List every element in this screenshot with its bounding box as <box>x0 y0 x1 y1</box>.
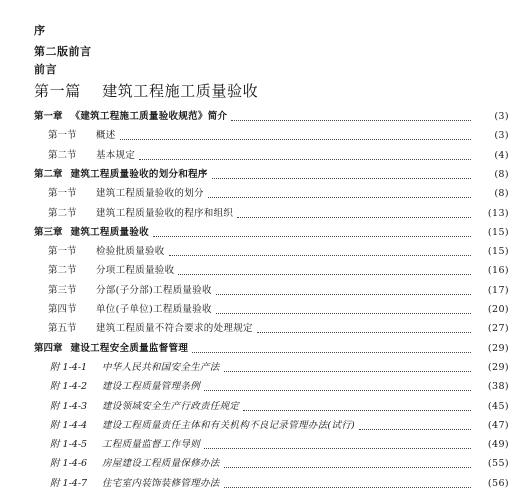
toc-entry-section <box>0 128 525 144</box>
toc-entry-number: 第一节 <box>48 188 77 200</box>
toc-entry-section <box>0 206 525 222</box>
toc-entry-number: 附 1-4-2 <box>50 381 88 393</box>
toc-entry-section <box>0 148 525 164</box>
toc-entry-number: 附 1-4-4 <box>50 419 88 431</box>
toc-entry-section <box>0 302 525 318</box>
toc-entry-label <box>0 322 253 336</box>
toc-entry-page-number: (8) <box>494 168 509 180</box>
toc-entry-label <box>0 438 200 452</box>
toc-entry-title: 基本规定 <box>96 149 136 161</box>
toc-entry-title: 分部(子分部)工程质量验收 <box>96 284 212 296</box>
toc-entry-number: 第二章 <box>34 168 63 180</box>
dot-leader <box>224 466 471 468</box>
toc-entry-number: 第一章 <box>34 111 63 122</box>
toc-entry-label <box>0 361 220 375</box>
toc-entry-number: 第五节 <box>48 323 77 335</box>
toc-entry-title: 建筑工程质量验收的划分 <box>96 188 204 200</box>
toc-entry-appendix <box>0 456 525 472</box>
toc-entry-label <box>0 264 174 278</box>
toc-entry-title: 建设工程安全质量监督管理 <box>70 342 189 354</box>
toc-entry-label <box>0 226 149 240</box>
toc-entry-page-number: (20) <box>487 304 509 315</box>
toc-entry-chapter <box>0 109 525 125</box>
part-title-text: 建筑工程施工质量验收 <box>102 82 259 100</box>
dot-leader <box>216 293 471 295</box>
toc-entry-page-number: (3) <box>494 130 509 142</box>
toc-entry-label <box>0 284 212 298</box>
toc-entry-page-number: (17) <box>487 284 509 296</box>
toc-entry-label <box>0 400 239 414</box>
part-heading <box>34 80 258 102</box>
dot-leader <box>216 312 471 314</box>
toc-entry-section <box>0 186 525 202</box>
toc-entry-title: 《建筑工程施工质量验收规范》简介 <box>70 111 228 122</box>
dot-leader <box>208 196 471 198</box>
toc-entry-title: 建筑工程质量验收的划分和程序 <box>70 168 208 180</box>
toc-entry-number: 附 1-4-7 <box>50 477 88 489</box>
toc-entry-label <box>0 419 355 433</box>
toc-entry-page-number: (29) <box>487 361 509 373</box>
dot-leader <box>169 254 471 256</box>
dot-leader <box>243 409 471 411</box>
dot-leader <box>153 235 471 237</box>
toc-entry-title: 概述 <box>96 130 116 142</box>
dot-leader <box>257 331 471 333</box>
front-matter-preface: 序 <box>34 24 46 37</box>
toc-entry-title: 建设领域安全生产行政责任规定 <box>102 400 240 412</box>
toc-entry-chapter <box>0 341 525 357</box>
toc-entry-label <box>0 342 188 356</box>
toc-entry-label <box>0 110 227 124</box>
part-number: 第一篇 <box>34 82 81 100</box>
toc-entry-page-number: (27) <box>487 323 509 335</box>
toc-entry-appendix <box>0 360 525 376</box>
toc-entry-title: 分项工程质量验收 <box>96 265 175 277</box>
front-matter-foreword: 前言 <box>34 63 57 76</box>
toc-entry-title: 建筑工程质量不符合要求的处理规定 <box>96 323 253 335</box>
dot-leader <box>224 486 471 488</box>
toc-entry-page-number: (38) <box>487 381 509 393</box>
front-matter-second-edition-foreword: 第二版前言 <box>34 45 92 58</box>
toc-entry-section <box>0 263 525 279</box>
toc-entry-section <box>0 321 525 337</box>
toc-entry-label <box>0 457 220 471</box>
toc-entry-page-number: (15) <box>487 246 509 258</box>
toc-entry-number: 附 1-4-1 <box>50 361 88 373</box>
toc-entry-section <box>0 283 525 299</box>
toc-entry-number: 第三节 <box>48 284 77 296</box>
dot-leader <box>231 119 471 121</box>
toc-entry-page-number: (49) <box>487 439 509 451</box>
toc-entry-page-number: (3) <box>494 111 509 122</box>
toc-entry-number: 第二节 <box>48 207 77 219</box>
toc-entry-appendix <box>0 437 525 453</box>
toc-entry-page-number: (47) <box>487 419 509 431</box>
toc-entry-title: 检验批质量验收 <box>96 246 165 258</box>
toc-entry-label <box>0 477 220 491</box>
dot-leader <box>204 389 471 391</box>
toc-entry-title: 房屋建设工程质量保修办法 <box>102 458 220 470</box>
toc-entry-number: 第二节 <box>48 265 77 277</box>
dot-leader <box>139 158 471 160</box>
toc-entry-number: 第四章 <box>34 342 63 354</box>
toc-entry-title: 建设工程质量责任主体和有关机构不良记录管理办法(试行) <box>102 419 356 431</box>
toc-entry-title: 工程质量监督工作导则 <box>102 439 201 451</box>
toc-entry-label <box>0 187 204 201</box>
toc-entry-page-number: (56) <box>487 477 509 489</box>
toc-entry-number: 第一节 <box>48 130 77 142</box>
toc-entry-page-number: (8) <box>494 188 509 200</box>
toc-entry-page-number: (29) <box>487 342 509 354</box>
dot-leader <box>212 177 471 179</box>
toc-entry-number: 附 1-4-3 <box>50 400 88 412</box>
toc-entry-page-number: (16) <box>487 265 509 277</box>
dot-leader <box>359 428 471 430</box>
toc-entry-number: 第二节 <box>48 149 77 161</box>
toc-entry-section <box>0 244 525 260</box>
toc-entry-number: 第四节 <box>48 304 77 315</box>
toc-entry-label <box>0 245 165 259</box>
dot-leader <box>178 273 471 275</box>
toc-entry-label <box>0 149 135 163</box>
toc-entry-page-number: (13) <box>487 207 509 219</box>
toc-entry-appendix <box>0 399 525 415</box>
toc-entry-appendix <box>0 418 525 434</box>
toc-entry-appendix <box>0 476 525 492</box>
toc-entry-title: 单位(子单位)工程质量验收 <box>96 304 212 315</box>
toc-entry-page-number: (4) <box>494 149 509 161</box>
toc-entry-label <box>0 168 208 182</box>
toc-entry-title: 中华人民共和国安全生产法 <box>102 361 220 373</box>
toc-entry-label <box>0 207 233 221</box>
dot-leader <box>237 216 471 218</box>
dot-leader <box>192 351 471 353</box>
toc-entry-number: 附 1-4-5 <box>50 439 88 451</box>
dot-leader <box>204 447 471 449</box>
toc-entry-title: 建筑工程质量验收 <box>70 226 149 238</box>
dot-leader <box>224 370 471 372</box>
toc-entry-title: 建设工程质量管理条例 <box>102 381 201 393</box>
toc-entry-title: 住宅室内装饰装修管理办法 <box>102 477 220 489</box>
toc-entry-chapter <box>0 167 525 183</box>
toc-entry-label <box>0 380 200 394</box>
toc-entry-label <box>0 303 212 317</box>
dot-leader <box>120 138 471 140</box>
toc-entry-page-number: (55) <box>487 458 509 470</box>
toc-entry-page-number: (45) <box>487 400 509 412</box>
toc-entry-number: 附 1-4-6 <box>50 458 88 470</box>
toc-entry-chapter <box>0 225 525 241</box>
toc-entry-number: 第三章 <box>34 226 63 238</box>
toc-entry-appendix <box>0 379 525 395</box>
toc-entry-number: 第一节 <box>48 246 77 258</box>
toc-entry-label <box>0 129 116 143</box>
toc-entry-title: 建筑工程质量验收的程序和组织 <box>96 207 234 219</box>
toc-entry-page-number: (15) <box>487 226 509 238</box>
